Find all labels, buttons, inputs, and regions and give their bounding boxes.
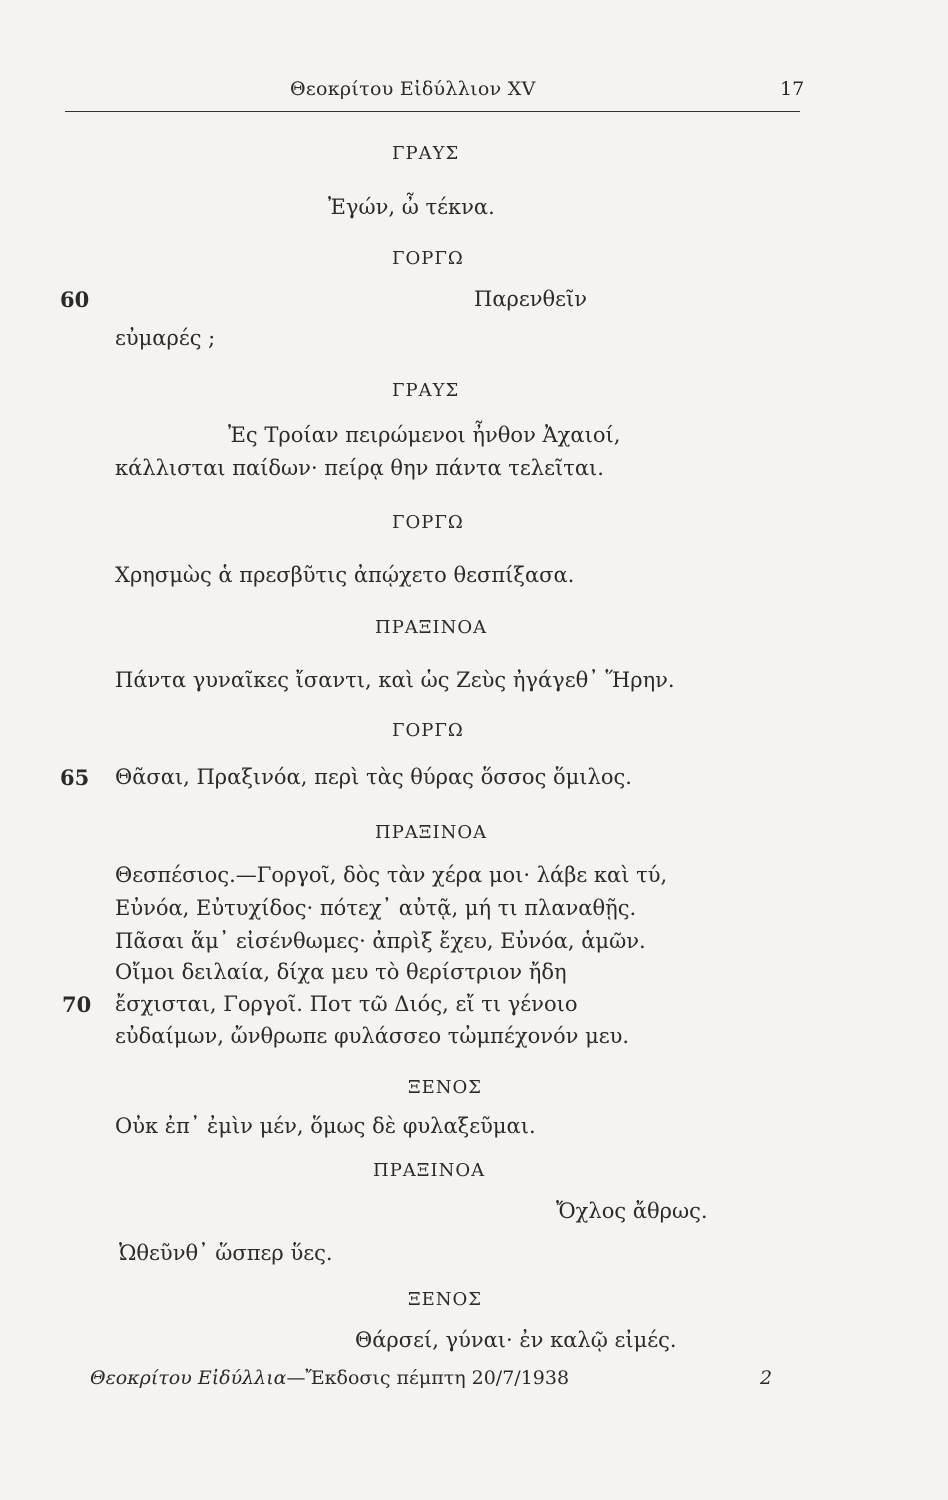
signature-mark: 2 xyxy=(760,1367,773,1389)
speaker-graus: ΓΡΑΥΣ xyxy=(392,380,460,401)
verse-line: Παρενθεῖν xyxy=(474,287,588,311)
speaker-gorgo: ΓΟΡΓΩ xyxy=(392,720,464,741)
speaker-gorgo: ΓΟΡΓΩ xyxy=(392,512,464,533)
speaker-praxinoa: ΠΡΑΞΙΝΟΑ xyxy=(373,1160,486,1181)
speaker-xenos: ΞΕΝΟΣ xyxy=(408,1077,483,1098)
speaker-praxinoa: ΠΡΑΞΙΝΟΑ xyxy=(375,822,488,843)
printer-footer xyxy=(90,1367,569,1389)
line-number-60: 60 xyxy=(60,287,90,312)
verse-line: Θᾶσαι, Πραξινόα, περὶ τὰς θύρας ὅσσος ὅμιλος. xyxy=(115,765,632,789)
verse-line: κάλλισται παίδων· πείρᾳ θην πάντα τελεῖται. xyxy=(115,456,604,480)
speaker-gorgo: ΓΟΡΓΩ xyxy=(392,248,464,269)
speaker-xenos: ΞΕΝΟΣ xyxy=(408,1289,483,1310)
verse-line: εὐμαρές ; xyxy=(115,326,216,350)
header-rule xyxy=(65,111,800,112)
verse-line: Ἐγών, ὦ τέκνα. xyxy=(328,195,495,219)
speaker-praxinoa: ΠΡΑΞΙΝΟΑ xyxy=(375,617,488,638)
verse-line: Εὐνόα, Εὐτυχίδος· πότεχ᾽ αὐτᾷ, μή τι πλαναθῇς. xyxy=(115,896,637,920)
footer-edition: —Ἔκδοσις πέμπτη 20/7/1938 xyxy=(286,1367,570,1389)
verse-line: Χρησμὼς ἁ πρεσβῦτις ἀπῴχετο θεσπίξασα. xyxy=(115,563,575,587)
verse-line: εὐδαίμων, ὤνθρωπε φυλάσσεο τὠμπέχονόν μευ. xyxy=(115,1024,630,1048)
verse-line: Ἐς Τροίαν πειρώμενοι ἦνθον Ἀχαιοί, xyxy=(228,423,621,447)
running-header-title: Θεοκρίτου Εἰδύλλιον XV xyxy=(290,78,536,100)
verse-line: Θάρσεί, γύναι· ἐν καλῷ εἰμές. xyxy=(355,1328,677,1352)
verse-line: Οὐκ ἐπ᾽ ἐμὶν μέν, ὅμως δὲ φυλαξεῦμαι. xyxy=(115,1114,536,1138)
verse-line: Πάντα γυναῖκες ἴσαντι, καὶ ὡς Ζεὺς ἠγάγεθ᾽ Ἥρην. xyxy=(115,668,675,692)
verse-line: Ὄχλος ἄθρως. xyxy=(556,1199,708,1223)
verse-line: Ὠθεῦνθ᾽ ὥσπερ ὕες. xyxy=(119,1241,333,1265)
verse-line: Θεσπέσιος.—Γοργοῖ, δὸς τὰν χέρα μοι· λάβε καὶ τύ, xyxy=(115,863,668,887)
line-number-65: 65 xyxy=(60,765,90,790)
line-number-70: 70 xyxy=(62,992,92,1017)
verse-line: ἔσχισται, Γοργοῖ. Ποτ τῶ Διός, εἴ τι γένοιο xyxy=(115,992,578,1016)
verse-line: Πᾶσαι ἅμ᾽ εἰσένθωμες· ἀπρὶξ ἔχευ, Εὐνόα, ἁμῶν. xyxy=(115,929,646,953)
footer-book-title: Θεοκρίτου Εἰδύλλια xyxy=(90,1367,287,1389)
verse-line: Οἴμοι δειλαία, δίχα μευ τὸ θερίστριον ἤδη xyxy=(115,960,567,984)
page-number: 17 xyxy=(780,78,805,100)
speaker-graus: ΓΡΑΥΣ xyxy=(392,143,460,164)
